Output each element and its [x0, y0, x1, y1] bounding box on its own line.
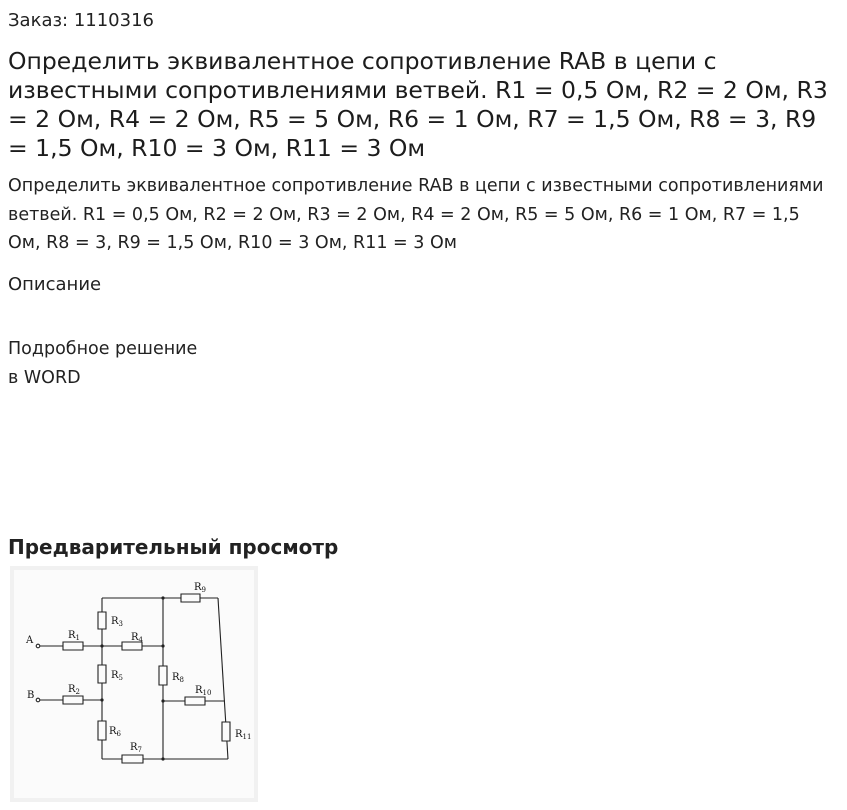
solution-line-1: Подробное решение — [8, 339, 198, 359]
terminal-b-dot — [36, 698, 40, 702]
product-description: Определить эквивалентное сопротивление RAB в цепи с известными сопротивлениями ветвей. R1 = 0,5 Ом, R2 = 2 Ом, R3 = 2 Ом, R4 = 2 Ом, R5 = 5 Ом, R6 = 1 Ом, R7 = 1,5 Ом, R8 = 3, R9 = 1,5 Ом, R10 = 3 Ом, R11 = 3 Ом — [8, 176, 824, 253]
circuit-diagram — [8, 566, 268, 806]
terminal-b-label: B — [27, 690, 35, 701]
description-label: Описание — [8, 274, 102, 295]
page-title: Определить эквивалентное сопротивление RAB в цепи с известными сопротивлениями ветвей. R1 = 0,5 Ом, R2 = 2 Ом, R3 = 2 Ом, R4 = 2 Ом, R5 = 5 Ом, R6 = 1 Ом, R7 = 1,5 Ом, R8 = 3, R9 = 1,5 Ом, R10 = 3 Ом, R11 = 3 Ом — [8, 47, 828, 162]
resistor-r5-symbol — [98, 665, 106, 683]
resistor-r1-symbol — [63, 642, 83, 650]
resistor-r11-symbol — [222, 722, 230, 741]
resistor-r3-symbol — [98, 612, 106, 629]
resistor-r10-symbol — [185, 697, 205, 705]
resistor-r9-label: $R_9$ — [194, 582, 206, 594]
resistor-r11-label: $R_{11}$ — [235, 729, 252, 741]
resistor-r10-label: $R_{10}$ — [195, 685, 212, 697]
preview-heading: Предварительный просмотр — [8, 535, 339, 559]
resistor-r6-label: $R_6$ — [109, 726, 121, 738]
resistor-r8-symbol — [159, 666, 167, 685]
order-number: Заказ: 1110316 — [8, 10, 154, 31]
preview-image — [8, 566, 268, 806]
resistor-r6-symbol — [98, 721, 106, 740]
solution-line-2: в WORD — [8, 368, 81, 388]
terminal-a-label: A — [26, 635, 34, 646]
resistor-r8-label: $R_8$ — [172, 672, 184, 684]
solution-note — [8, 335, 197, 393]
resistor-r5-label: $R_5$ — [111, 670, 123, 682]
terminal-a-dot — [36, 644, 40, 648]
resistor-r2-label: $R_2$ — [68, 684, 80, 696]
resistor-r2-symbol — [63, 696, 83, 704]
resistor-r7-label: $R_7$ — [130, 742, 142, 754]
resistor-r4-label: $R_4$ — [131, 632, 143, 644]
resistor-r9-symbol — [181, 594, 200, 602]
resistor-r7-symbol — [122, 755, 143, 763]
resistor-r3-label: $R_3$ — [111, 616, 123, 628]
resistor-r1-label: $R_1$ — [68, 630, 80, 642]
